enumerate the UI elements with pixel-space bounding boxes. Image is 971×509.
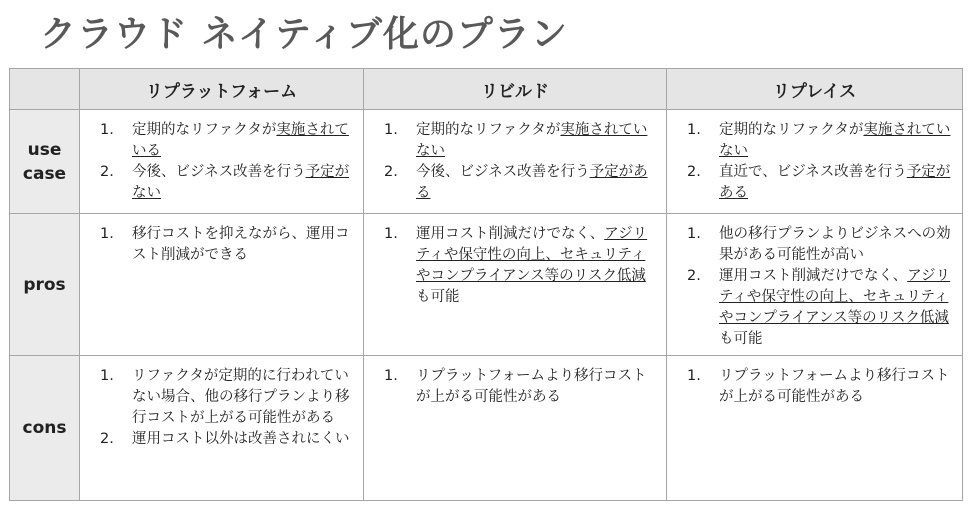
cell-use-case-rebuild [364,110,667,214]
cell-pros-replace [667,214,963,356]
underlined-text: 予定がない [132,164,350,201]
page-title: クラウド ネイティブ化のプラン [40,14,568,55]
numbered-list [364,214,666,308]
list-item-text [416,162,656,204]
table-row-use-case [10,110,963,214]
cell-cons-replace [667,356,963,501]
text-segment: 移行コストを抑えながら、運用コスト削減ができる [132,226,350,263]
header-corner [10,69,80,110]
underlined-text: 実施されていない [719,122,951,159]
list-item [88,162,353,204]
numbered-list [667,214,962,350]
cell-cons-rebuild [364,356,667,501]
numbered-list [80,110,363,204]
cell-use-case-replatform [80,110,364,214]
list-item-text [416,224,656,308]
list-item [88,224,353,266]
list-item-text [719,266,952,350]
text-segment: 運用コスト削減だけでなく、 [416,226,605,242]
underlined-text: アジリティや保守性の向上、セキュリティやコンプライアンス等のリスク低減 [719,268,951,326]
list-item-number: 2. [100,431,114,447]
list-item-text [719,224,952,266]
list-item-text [719,366,952,408]
list-item-number: 2. [687,268,701,284]
list-item-number: 1. [384,368,398,384]
list-item [675,162,952,204]
underlined-text: 実施されていない [416,122,648,159]
cell-cons-replatform [80,356,364,501]
list-item-text [132,224,353,266]
list-item-text [132,120,353,162]
list-item [675,366,952,408]
text-segment: 運用コスト削減だけでなく、 [719,268,908,284]
text-segment: リプラットフォームより移行コストが上がる可能性がある [416,368,647,405]
text-segment: 定期的なリファクタが [416,122,561,138]
list-item-number: 1. [687,122,701,138]
list-item-number: 1. [100,226,114,242]
list-item-text [416,120,656,162]
list-item-number: 1. [687,368,701,384]
cell-use-case-replace [667,110,963,214]
list-item-number: 1. [687,226,701,242]
text-segment: 定期的なリファクタが [719,122,864,138]
list-item [88,120,353,162]
header-rebuild: リビルド [364,69,667,110]
text-segment: 定期的なリファクタが [132,122,277,138]
numbered-list [667,110,962,204]
list-item-text [719,162,952,204]
list-item-text [719,120,952,162]
table-row-cons [10,356,963,501]
list-item-number: 1. [100,368,114,384]
text-segment: も可能 [719,331,763,347]
cell-pros-rebuild [364,214,667,356]
list-item-number: 1. [384,226,398,242]
numbered-list [667,356,962,408]
table-row-pros [10,214,963,356]
list-item-number: 2. [100,164,114,180]
underlined-text: 予定がある [416,164,648,201]
list-item [372,162,656,204]
list-item [675,266,952,350]
text-segment: 他の移行プランよりビジネスへの効果がある可能性が高い [719,226,951,263]
migration-plan-table [9,68,963,501]
list-item [372,120,656,162]
list-item-number: 2. [384,164,398,180]
list-item [675,224,952,266]
underlined-text: 予定がある [719,164,951,201]
list-item [675,120,952,162]
text-segment: 今後、ビジネス改善を行う [132,164,306,180]
header-replatform: リプラットフォーム [80,69,364,110]
text-segment: リプラットフォームより移行コストが上がる可能性がある [719,368,950,405]
numbered-list [80,214,363,266]
list-item-text [416,366,656,408]
cell-pros-replatform [80,214,364,356]
numbered-list [80,356,363,450]
text-segment: 直近で、ビジネス改善を行う [719,164,907,180]
row-label-cons: cons [10,356,80,501]
numbered-list [364,110,666,204]
list-item [372,366,656,408]
list-item-number: 1. [100,122,114,138]
list-item-text [132,429,353,450]
list-item-number: 1. [384,122,398,138]
header-replace: リプレイス [667,69,963,110]
list-item [372,224,656,308]
underlined-text: 実施されている [132,122,349,159]
table-header-row [10,69,963,110]
underlined-text: アジリティや保守性の向上、セキュリティやコンプライアンス等のリスク低減 [416,226,648,284]
list-item-text [132,366,353,429]
row-label-pros: pros [10,214,80,356]
list-item [88,366,353,429]
text-segment: も可能 [416,289,460,305]
row-label-use-case: use case [10,110,80,214]
text-segment: 今後、ビジネス改善を行う [416,164,590,180]
numbered-list [364,356,666,408]
text-segment: リファクタが定期的に行われていない場合、他の移行プランより移行コストが上がる可能性がある [132,368,350,426]
list-item [88,429,353,450]
list-item-text [132,162,353,204]
text-segment: 運用コスト以外は改善されにくい [132,431,350,447]
list-item-number: 2. [687,164,701,180]
